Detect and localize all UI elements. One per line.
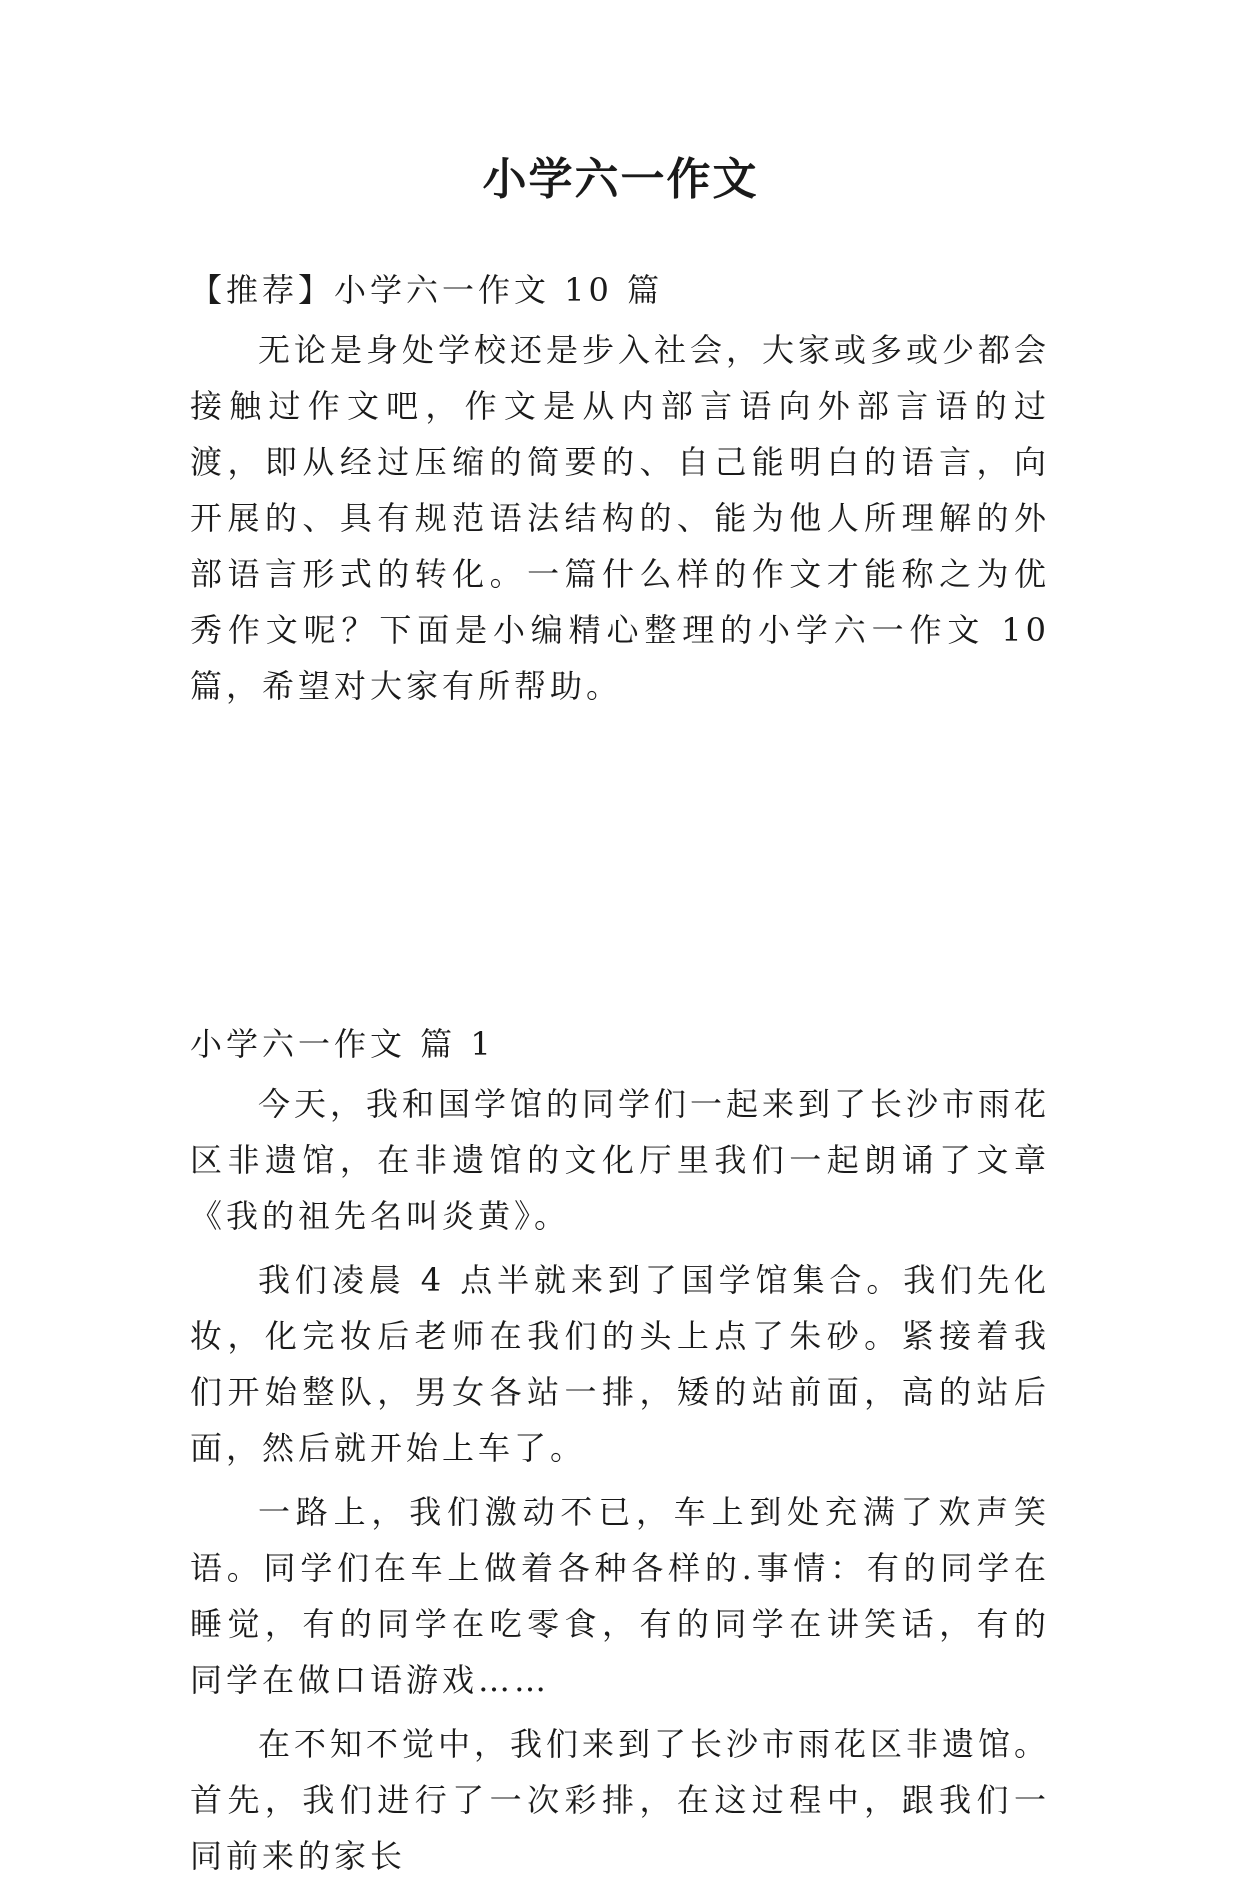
section-heading: 小学六一作文 篇 1	[190, 1025, 495, 1063]
intro-paragraph: 无论是身处学校还是步入社会，大家或多或少都会接触过作文吧，作文是从内部言语向外部言语的过渡，即从经过压缩的简要的、自己能明白的语言，向开展的、具有规范语法结构的、能为他人所理解的外部语言形式的转化。一篇什么样的作文才能称之为优秀作文呢？下面是小编精心整理的小学六一作文 10 篇，希望对大家有所帮助。	[190, 331, 1051, 705]
body-paragraph: 一路上，我们激动不已，车上到处充满了欢声笑语。同学们在车上做着各种各样的.事情：有的同学在睡觉，有的同学在吃零食，有的同学在讲笑话，有的同学在做口语游戏……	[190, 1493, 1050, 1699]
document-title: 小学六一作文	[482, 154, 759, 205]
body-paragraph: 我们凌晨 4 点半就来到了国学馆集合。我们先化妆，化完妆后老师在我们的头上点了朱砂。紧接着我们开始整队，男女各站一排，矮的站前面，高的站后面，然后就开始上车了。	[190, 1261, 1050, 1467]
body-paragraph: 在不知不觉中，我们来到了长沙市雨花区非遗馆。首先，我们进行了一次彩排，在这过程中，跟我们一同前来的家长	[190, 1725, 1051, 1875]
document-subtitle: 【推荐】小学六一作文 10 篇	[190, 271, 664, 309]
body-paragraph: 今天，我和国学馆的同学们一起来到了长沙市雨花区非遗馆，在非遗馆的文化厅里我们一起朗诵了文章《我的祖先名叫炎黄》。	[190, 1085, 1051, 1235]
document-body	[190, 262, 1050, 714]
